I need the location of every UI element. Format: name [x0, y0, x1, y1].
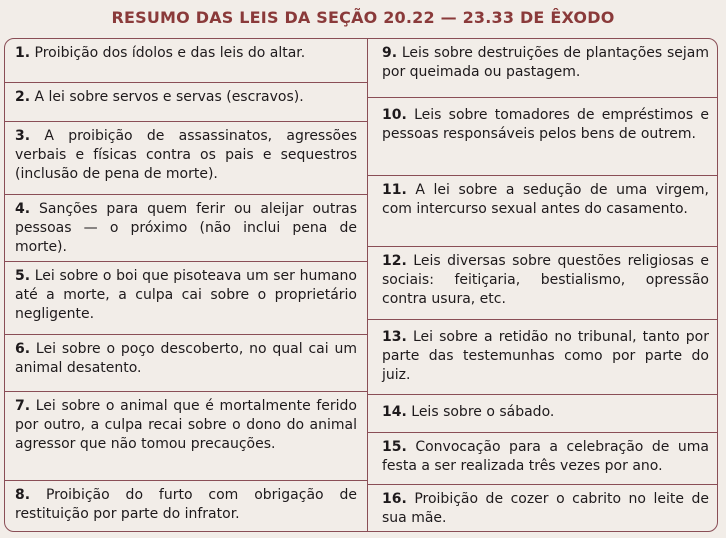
law-text: Leis sobre tomadores de empréstimos e pessoas responsáveis pelos bens de outrem. [382, 107, 709, 142]
law-number: 8. [15, 487, 31, 503]
law-text: Convocação para a celebração de uma festa a ser realizada três vezes por ano. [382, 439, 710, 474]
law-item-4 [5, 195, 367, 261]
law-text: A lei sobre a sedução de uma virgem, com intercurso sexual antes do casamento. [382, 182, 709, 217]
law-number: 12. [382, 253, 407, 269]
law-number: 4. [15, 201, 31, 217]
law-item-13 [368, 320, 718, 394]
law-text: Leis diversas sobre questões religiosas e sociais: feitiçaria, bestialismo, opressão contra usura, etc. [382, 253, 709, 307]
law-number: 15. [382, 439, 407, 455]
law-item-1 [5, 39, 367, 82]
law-item-5 [5, 262, 367, 334]
law-item-8 [5, 481, 367, 532]
law-number: 16. [382, 491, 407, 507]
law-item-14 [368, 395, 718, 432]
law-text: Proibição dos ídolos e das leis do altar. [34, 45, 306, 61]
law-number: 7. [15, 398, 31, 414]
law-item-3 [5, 122, 367, 194]
law-text: Proibição de cozer o cabrito no leite de sua mãe. [382, 491, 709, 526]
law-text: A proibição de assassinatos, agressões verbais e físicas contra os pais e sequestros (inclusão de pena de morte). [15, 128, 357, 182]
law-item-12 [368, 247, 718, 319]
law-text: Leis sobre o sábado. [411, 404, 555, 420]
right-column [368, 39, 718, 531]
law-text: Lei sobre o poço descoberto, no qual cai um animal desatento. [15, 341, 357, 376]
law-number: 5. [15, 268, 31, 284]
law-text: Lei sobre a retidão no tribunal, tanto por parte das testemunhas como por parte do juiz. [382, 329, 709, 383]
law-number: 10. [382, 107, 407, 123]
law-number: 3. [15, 128, 31, 144]
law-number: 1. [15, 45, 31, 61]
law-text: Leis sobre destruições de plantações sejam por queimada ou pastagem. [382, 45, 709, 80]
law-number: 2. [15, 89, 31, 105]
law-item-7 [5, 392, 367, 480]
left-column [5, 39, 368, 531]
law-number: 14. [382, 404, 407, 420]
law-text: A lei sobre servos e servas (escravos). [34, 89, 304, 105]
law-text: Lei sobre o boi que pisoteava um ser humano até a morte, a culpa cai sobre o proprietário negligente. [15, 268, 357, 322]
laws-table [4, 38, 718, 532]
law-text: Lei sobre o animal que é mortalmente ferido por outro, a culpa recai sobre o dono do animal agressor que não tomou precauções. [15, 398, 357, 452]
law-number: 13. [382, 329, 407, 345]
law-text: Sanções para quem ferir ou aleijar outras pessoas — o próximo (não inclui pena de morte). [15, 201, 358, 255]
law-item-15 [368, 433, 718, 484]
law-item-10 [368, 98, 718, 175]
law-number: 6. [15, 341, 31, 357]
law-text: Proibição do furto com obrigação de restituição por parte do infrator. [15, 487, 357, 522]
page-title: RESUMO DAS LEIS DA SEÇÃO 20.22 — 23.33 DE ÊXODO [111, 8, 615, 27]
law-item-9 [368, 39, 718, 97]
law-item-2 [5, 83, 367, 121]
law-item-16 [368, 485, 718, 532]
law-number: 11. [382, 182, 407, 198]
law-item-11 [368, 176, 718, 246]
law-number: 9. [382, 45, 398, 61]
law-item-6 [5, 335, 367, 391]
